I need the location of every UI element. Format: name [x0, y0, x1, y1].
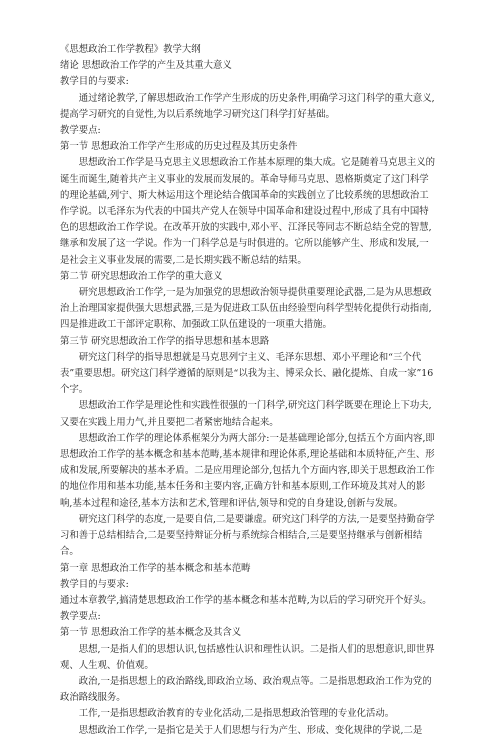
paragraph: 研究这门科学的指导思想就是马克思列宁主义、毛泽东思想、邓小平理论和“三个代表”重要思想。研究这门科学遵循的原则是“以我为主、博采众长、融化提炼、自成一家”16个字。 — [60, 351, 434, 396]
subheading: 教学要点: — [60, 611, 101, 623]
paragraph: 通过本章教学,搞清楚思想政治工作学的基本概念和基本范畴,为以后的学习研究开个好头。 — [60, 594, 432, 606]
paragraph: 思想,一是指人们的思想认识,包括感性认识和理性认识。二是指人们的思想意识,即世界观、人生观、价值观。 — [60, 643, 435, 671]
subheading: 教学目的与要求: — [60, 76, 129, 88]
section-heading: 绪论 思想政治工作学的产生及其重大意义 — [60, 60, 232, 72]
paragraph: 研究思想政治工作学,一是为加强党的思想政治领导提供重要理论武器,二是为从思想政治上治理国家提供强大思想武器,三是为促进政工队伍由经验型向科学型转化提供行动指南,四是推进政工干部评定职称、加强政工队伍建设的一项重大措施。 — [60, 287, 432, 331]
chapter-heading: 第一章 思想政治工作学的基本概念和基本范畴 — [60, 562, 251, 574]
paragraph: 通过绪论教学,了解思想政治工作学产生形成的历史条件,明确学习这门科学的重大意义,提高学习研究的自觉性,为以后系统地学习研究这门科学打好基础。 — [60, 92, 435, 120]
paragraph: 工作,一是指思想政治教育的专业化活动,二是指思想政治管理的专业化活动。 — [78, 708, 395, 720]
paragraph: 思想政治工作学是理论性和实践性很强的一门科学,研究这门科学既要在理论上下功夫,又要在实践上用力气,并且要把二者紧密地结合起来。 — [60, 400, 432, 428]
paragraph: 思想政治工作学,一是指它是关于人们思想与行为产生、形成、变化规律的学说,二是 — [78, 724, 423, 736]
subheading: 教学要点: — [60, 125, 101, 137]
section-heading: 第一节 思想政治工作学的基本概念及其含义 — [60, 627, 242, 639]
paragraph: 思想政治工作学是马克思主义思想政治工作基本原理的集大成。它是随着马克思主义的诞生而诞生,随着共产主义事业的发展而发展的。革命导师马克思、恩格斯奠定了这门科学的理论基础,列宁、斯大林运用这个理论结合俄国革命的实践创立了比较系统的思想政治工作学说。以毛泽东为代表的中国共产党人在领导中国革命和建设过程中,形成了具有中国特色的思想政治工作学说。在改革开放的实践中,邓小平、江泽民等同志不断总结全党的智慧,继承和发展了这一学说。作为一门科学总是与时俱进的。它所以能够产生、形成和发展,一是社会主义事业发展的需要,二是长期实践不断总结的结果。 — [60, 157, 436, 266]
paragraph: 研究这门科学的态度,一是要自信,二是要谦虚。研究这门科学的方法,一是要坚持勤奋学习和善于总结相结合,二是要坚持辩证分析与系统综合相结合,三是要坚持继承与创新相结合。 — [60, 513, 435, 558]
document-title: 《思想政治工作学教程》教学大纲 — [60, 44, 201, 55]
document-body — [60, 42, 436, 739]
section-heading: 第一节 思想政治工作学产生形成的历史过程及其历史条件 — [60, 141, 298, 153]
paragraph: 思想政治工作学的理论体系框架分为两大部分:一是基础理论部分,包括五个方面内容,即思想政治工作学的基本概念和基本范畴,基本规律和理论体系,理论基础和本质特征,产生、形成和发展,所要解决的基本矛盾。二是应用理论部分,包括九个方面内容,即关于思想政治工作的地位作用和基本功能,基本任务和主要内容,正确方针和基本原则,工作环境及其对人的影响,基本过程和途径,基本方法和艺术,管理和评估,领导和党的自身建设,创新与发展。 — [60, 432, 435, 509]
section-heading: 第二节 研究思想政治工作学的重大意义 — [60, 270, 223, 282]
paragraph: 政治,一是指思想上的政治路线,即政治立场、政治观点等。二是指思想政治工作为党的政治路线服务。 — [60, 675, 432, 704]
section-heading: 第三节 研究思想政治工作学的指导思想和基本思路 — [60, 335, 270, 347]
subheading: 教学目的与要求: — [60, 578, 129, 590]
